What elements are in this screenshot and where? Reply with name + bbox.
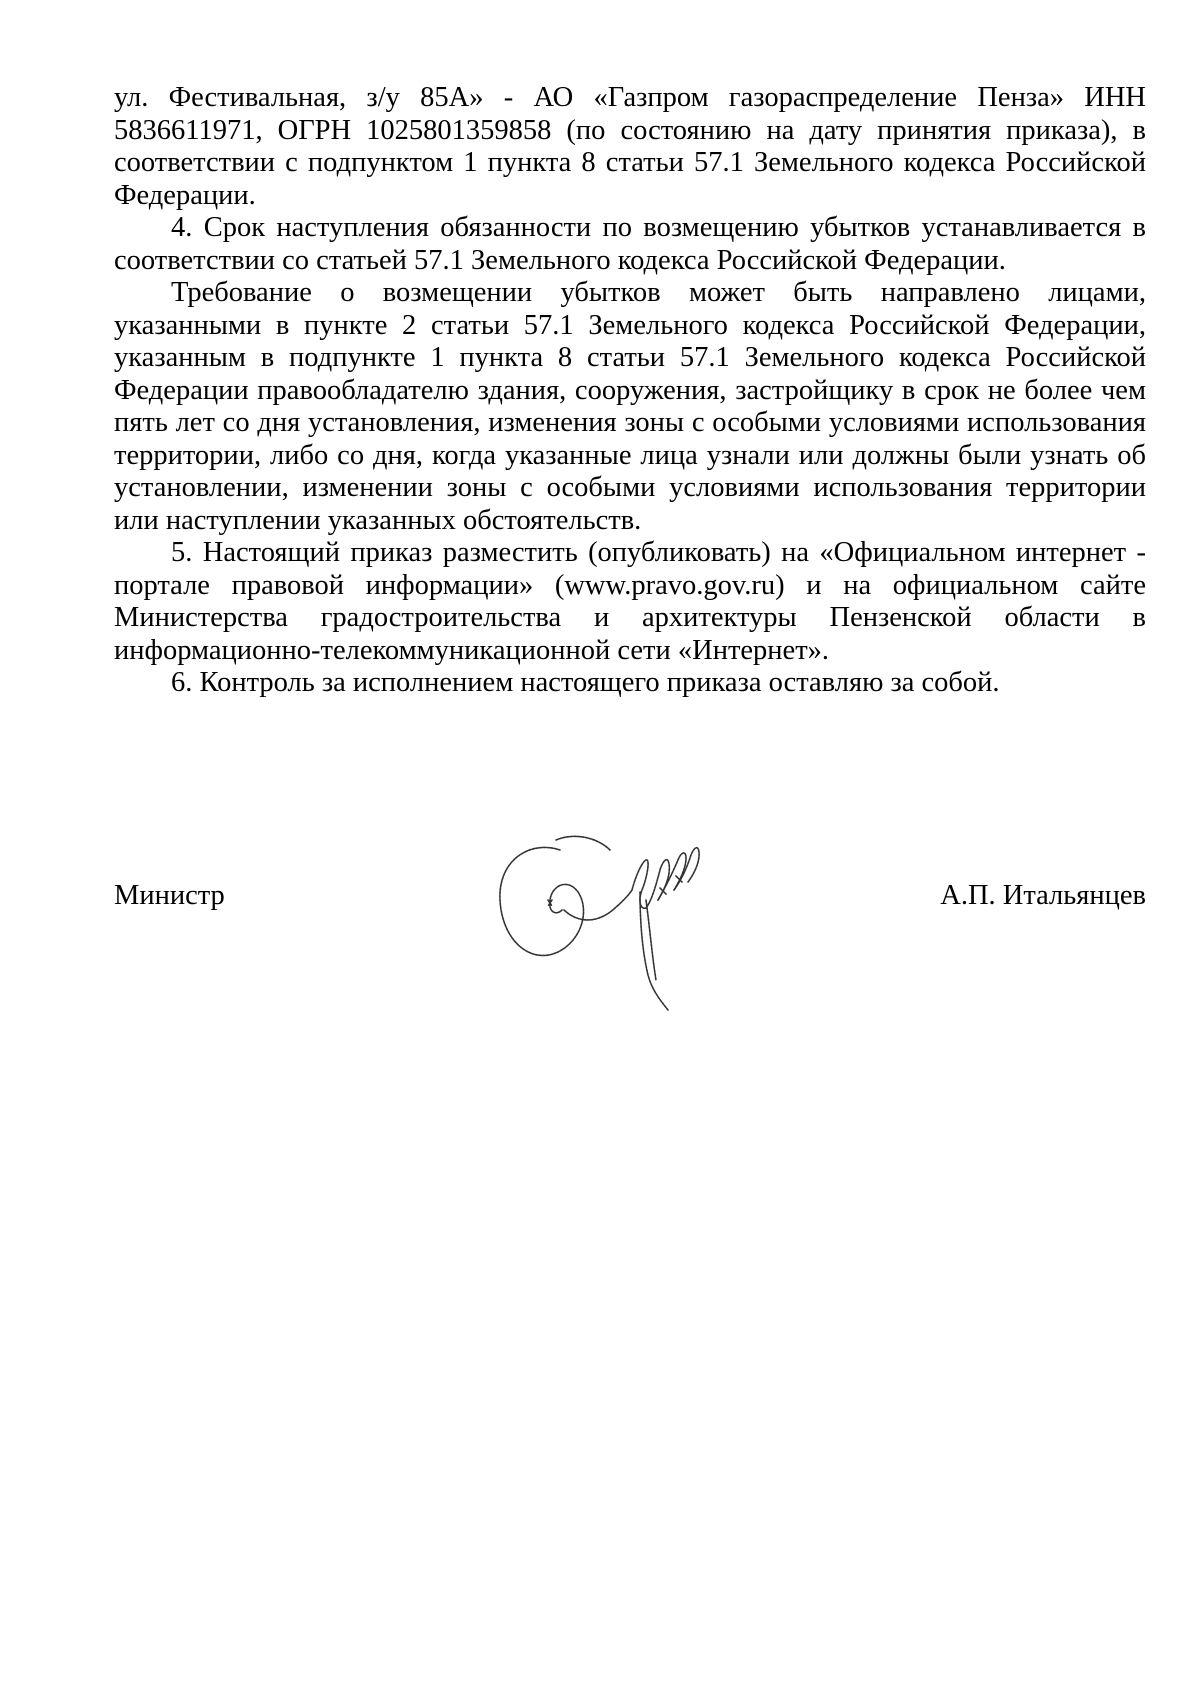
paragraph-item-5: 5. Настоящий приказ разместить (опубликовать) на «Официальном интернет - портале правовой информации» (www.pravo.gov.ru) и на официальном сайте Министерства градостроительства и архитектуры Пензенской области в информационно-телекоммуникационной сети «Интернет».	[114, 537, 1146, 666]
signer-position: Министр	[114, 880, 225, 911]
paragraph-item-6: 6. Контроль за исполнением настоящего приказа оставляю за собой.	[171, 667, 1000, 698]
paragraph-compensation-claim: Требование о возмещении убытков может быть направлено лицами, указанными в пункте 2 статьи 57.1 Земельного кодекса Российской Федерации, указанным в подпункте 1 пункта 8 статьи 57.1 Земельного кодекса Российской Федерации правообладателю здания, сооружения, застройщику в срок не более чем пять лет со дня установления, изменения зоны с особыми условиями использования территории, либо со дня, когда указанные лица узнали или должны были узнать об установлении, изменении зоны с особыми условиями использования территории или наступлении указанных обстоятельств.	[114, 277, 1146, 536]
signer-name: А.П. Итальянцев	[940, 880, 1146, 911]
handwritten-signature-icon	[490, 830, 760, 1015]
paragraph-continuation: ул. Фестивальная, з/у 85А» - АО «Газпром газораспределение Пенза» ИНН 5836611971, ОГРН 1025801359858 (по состоянию на дату принятия приказа), в соответствии с подпунктом 1 пункта 8 статьи 57.1 Земельного кодекса Российской Федерации.	[114, 82, 1146, 211]
paragraph-item-4: 4. Срок наступления обязанности по возмещению убытков устанавливается в соответствии со статьей 57.1 Земельного кодекса Российской Федерации.	[114, 212, 1146, 276]
document-body	[114, 82, 1146, 700]
